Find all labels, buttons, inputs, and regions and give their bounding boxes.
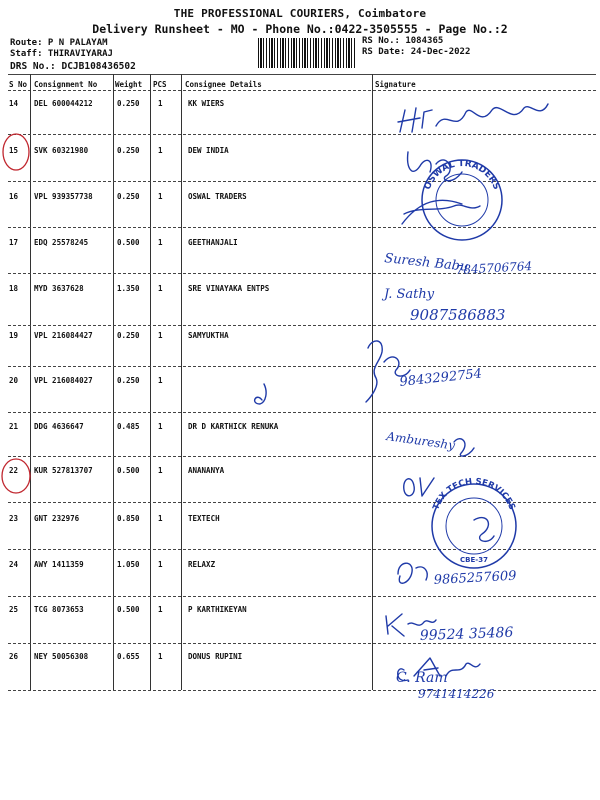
- table-row: [0, 605, 600, 651]
- barcode: [258, 38, 356, 68]
- row-rule: [8, 643, 596, 644]
- handwritten-name: Ambureshy: [385, 429, 456, 453]
- row-sno: 18: [9, 284, 19, 293]
- handwritten-phone: 7845706764: [455, 259, 533, 277]
- row-consignee: ANANANYA: [188, 466, 225, 475]
- row-consignee: P KARTHIKEYAN: [188, 605, 247, 614]
- row-pcs: 1: [158, 376, 163, 385]
- row-rule: [8, 549, 596, 550]
- row-weight: 0.500: [117, 238, 140, 247]
- row-rule: [8, 366, 596, 367]
- col-header-sno: S No: [9, 80, 28, 89]
- row-pcs: 1: [158, 284, 163, 293]
- row-weight: 0.500: [117, 466, 140, 475]
- handwritten-name: Suresh Babu: [383, 251, 470, 275]
- row-pcs: 1: [158, 146, 163, 155]
- table-row: [0, 99, 600, 145]
- row-weight: 1.050: [117, 560, 140, 569]
- staff: Staff: THIRAVIYARAJ: [10, 49, 113, 59]
- table-row: [0, 466, 600, 512]
- row-weight: 0.250: [117, 331, 140, 340]
- table-row: [0, 422, 600, 468]
- row-consignment: SVK 60321980: [34, 146, 89, 155]
- row-rule: [8, 181, 596, 182]
- row-weight: 0.250: [117, 192, 140, 201]
- table-row: [0, 192, 600, 238]
- row-rule: [8, 412, 596, 413]
- row-sno: 15: [9, 146, 19, 155]
- row-sno: 14: [9, 99, 19, 108]
- route: Route: P N PALAYAM: [10, 38, 108, 48]
- handwritten-phone: 9741414226: [418, 687, 495, 701]
- handwritten-name: C. Ram: [396, 670, 448, 686]
- col-header-consignment: Consignment No: [34, 80, 98, 89]
- row-consignee: SAMYUKTHA: [188, 331, 229, 340]
- handwritten-phone: 9087586883: [410, 306, 506, 324]
- row-consignment: VPL 939357738: [34, 192, 93, 201]
- row-sno: 22: [9, 466, 19, 475]
- row-weight: 0.500: [117, 605, 140, 614]
- row-consignment: TCG 8073653: [34, 605, 84, 614]
- company-title: THE PROFESSIONAL COURIERS, Coimbatore: [173, 7, 427, 20]
- row-weight: 0.850: [117, 514, 140, 523]
- row-pcs: 1: [158, 652, 163, 661]
- stamp-textech-text: TEX TECH SERVICES: [431, 476, 517, 512]
- row-consignee: DONUS RUPINI: [188, 652, 243, 661]
- stamp-textech-city: CBE-37: [460, 556, 488, 564]
- row-consignment: EDQ 25578245: [34, 238, 89, 247]
- row-pcs: 1: [158, 99, 163, 108]
- row-sno: 24: [9, 560, 19, 569]
- row-consignee: KK WIERS: [188, 99, 225, 108]
- row-pcs: 1: [158, 331, 163, 340]
- row-consignment: DDG 4636647: [34, 422, 84, 431]
- table-row: [0, 376, 600, 422]
- row-weight: 0.250: [117, 99, 140, 108]
- row-consignment: DEL 600044212: [34, 99, 93, 108]
- handwritten-name: J. Sathy: [384, 287, 435, 302]
- row-rule: [8, 456, 596, 457]
- row-rule: [8, 596, 596, 597]
- table-row: [0, 652, 600, 698]
- row-consignment: NEY 50056308: [34, 652, 89, 661]
- row-sno: 21: [9, 422, 19, 431]
- row-sno: 19: [9, 331, 19, 340]
- row-consignee: DR D KARTHICK RENUKA: [188, 422, 279, 431]
- row-sno: 26: [9, 652, 19, 661]
- row-sno: 25: [9, 605, 19, 614]
- row-pcs: 1: [158, 422, 163, 431]
- row-sno: 16: [9, 192, 19, 201]
- table-row: [0, 331, 600, 377]
- row-sno: 23: [9, 514, 19, 523]
- table-row: [0, 560, 600, 606]
- row-sno: 20: [9, 376, 19, 385]
- row-pcs: 1: [158, 192, 163, 201]
- col-header-weight: Weight: [115, 80, 143, 89]
- rs-number: RS No.: 1084365: [362, 36, 444, 46]
- row-consignment: AWY 1411359: [34, 560, 84, 569]
- row-pcs: 1: [158, 466, 163, 475]
- table-row: [0, 514, 600, 560]
- header-rule: [8, 90, 596, 91]
- row-weight: 1.350: [117, 284, 140, 293]
- row-rule: [8, 325, 596, 326]
- row-rule: [8, 502, 596, 503]
- row-weight: 0.485: [117, 422, 140, 431]
- rs-date: RS Date: 24-Dec-2022: [362, 47, 471, 57]
- col-header-pcs: PCS: [153, 80, 167, 89]
- row-weight: 0.655: [117, 652, 140, 661]
- row-pcs: 1: [158, 560, 163, 569]
- table-row: [0, 284, 600, 330]
- table-row: [0, 146, 600, 192]
- row-rule: [8, 227, 596, 228]
- col-header-signature: Signature: [375, 80, 416, 89]
- row-consignee: TEXTECH: [188, 514, 220, 523]
- row-weight: 0.250: [117, 376, 140, 385]
- row-consignee: RELAXZ: [188, 560, 216, 569]
- row-consignee: OSWAL TRADERS: [188, 192, 247, 201]
- handwritten-phone: 9843292754: [398, 366, 483, 390]
- row-consignment: KUR 527813707: [34, 466, 93, 475]
- row-weight: 0.250: [117, 146, 140, 155]
- row-rule: [8, 273, 596, 274]
- stamp-oswal-text: OSWAL TRADERS: [422, 158, 502, 192]
- row-consignee: SRE VINAYAKA ENTPS: [188, 284, 270, 293]
- row-rule: [8, 690, 596, 691]
- row-rule: [8, 134, 596, 135]
- col-header-consignee: Consignee Details: [185, 80, 262, 89]
- handwritten-phone: 99524 35486: [419, 624, 514, 644]
- row-pcs: 1: [158, 514, 163, 523]
- handwritten-phone: 9865257609: [433, 568, 517, 588]
- row-consignment: GNT 232976: [34, 514, 80, 523]
- table-row: [0, 238, 600, 284]
- row-consignment: MYD 3637628: [34, 284, 84, 293]
- drs-number: DRS No.: DCJB108436502: [10, 61, 136, 72]
- row-consignee: GEETHANJALI: [188, 238, 238, 247]
- row-consignee: DEW INDIA: [188, 146, 229, 155]
- table-top-rule: [8, 74, 596, 75]
- row-pcs: 1: [158, 238, 163, 247]
- row-pcs: 1: [158, 605, 163, 614]
- row-consignment: VPL 216084027: [34, 376, 93, 385]
- row-consignment: VPL 216084427: [34, 331, 93, 340]
- runsheet-title: Delivery Runsheet - MO - Phone No.:0422-3505555 - Page No.:2: [92, 22, 508, 36]
- row-sno: 17: [9, 238, 19, 247]
